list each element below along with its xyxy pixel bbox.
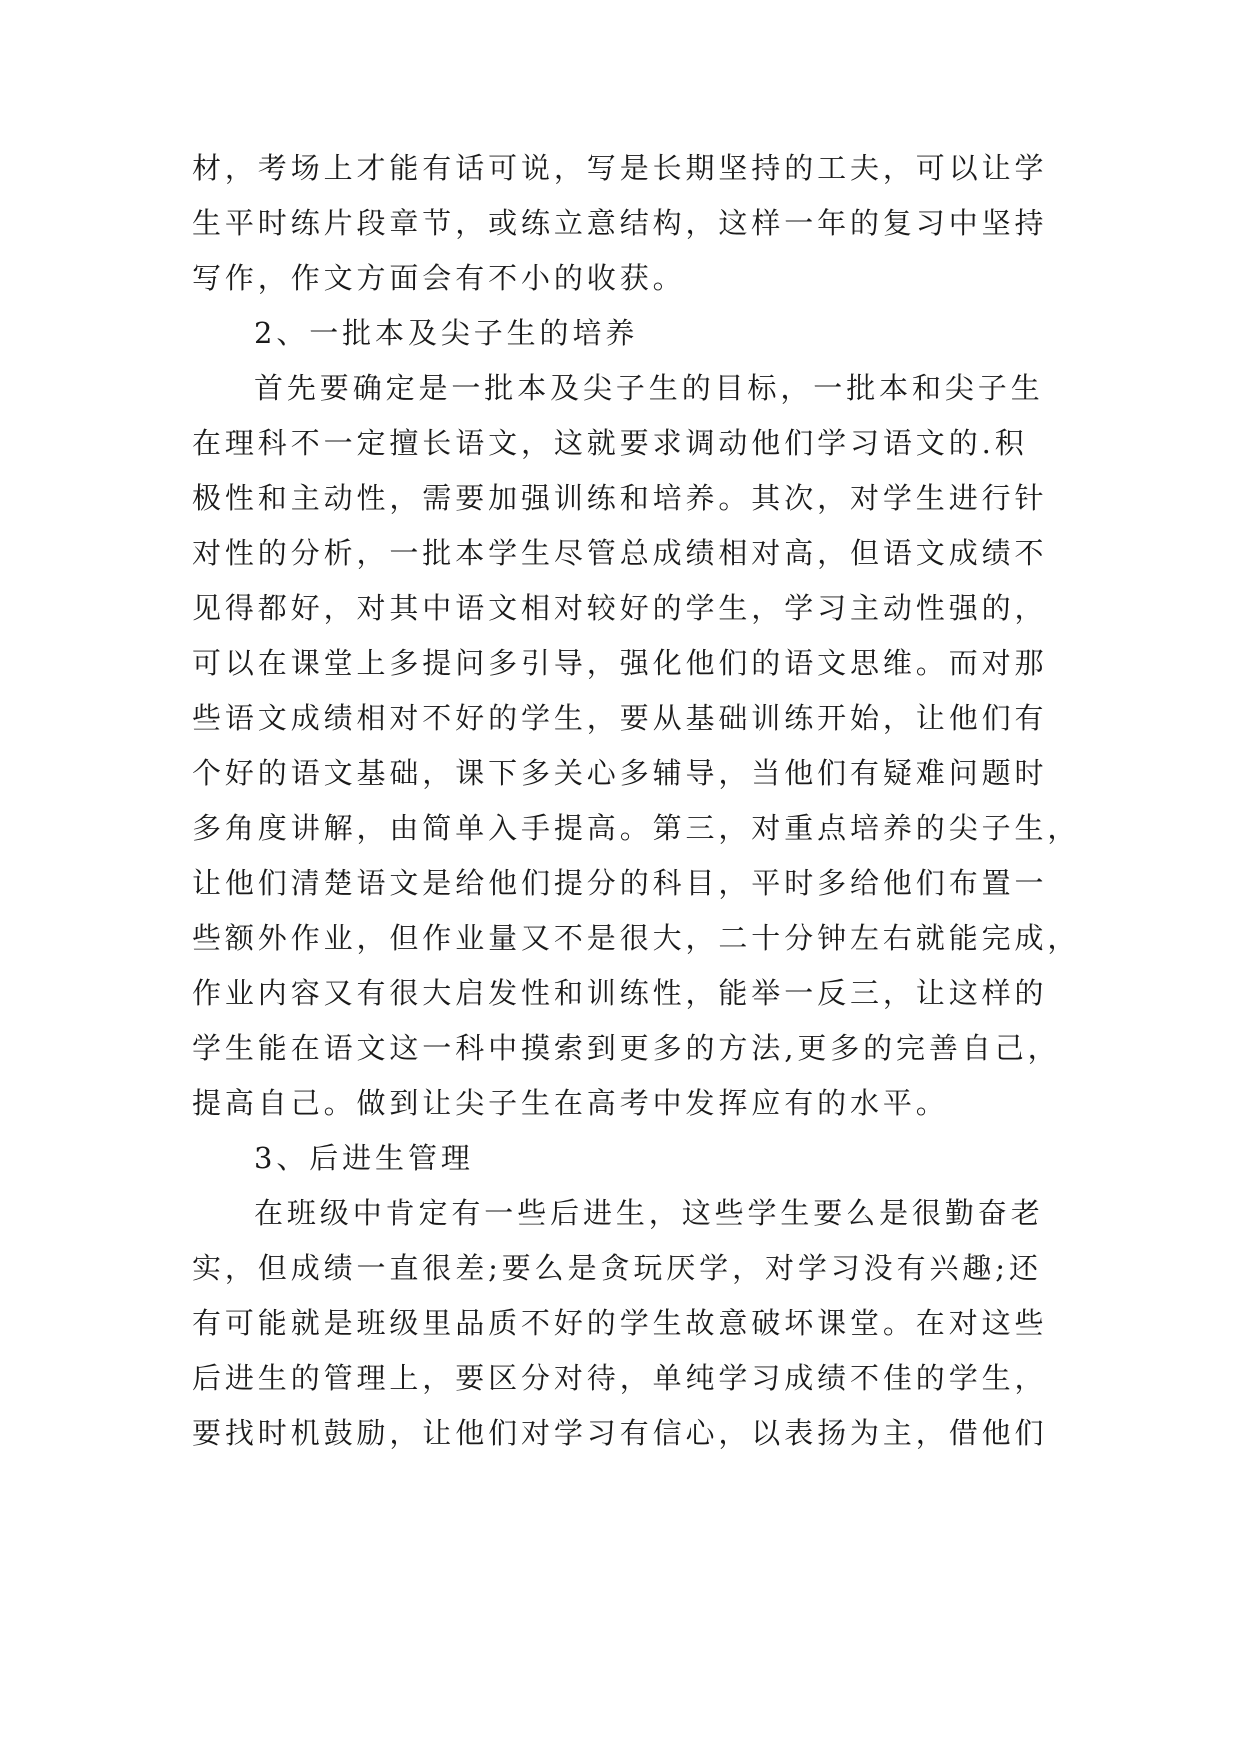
text-line: 在理科不一定擅长语文，这就要求调动他们学习语文的.积 xyxy=(192,426,1028,460)
section-heading: 2、一批本及尖子生的培养 xyxy=(254,316,639,350)
text-line: 后进生的管理上，要区分对待，单纯学习成绩不佳的学生， xyxy=(192,1361,1048,1395)
text-line: 见得都好，对其中语文相对较好的学生，学习主动性强的， xyxy=(192,591,1048,625)
paragraph-first-line: 在班级中肯定有一些后进生，这些学生要么是很勤奋老 xyxy=(254,1196,1044,1230)
text-line: 可以在课堂上多提问多引导，强化他们的语文思维。而对那 xyxy=(192,646,1048,680)
text-line: 实，但成绩一直很差;要么是贪玩厌学，对学习没有兴趣;还 xyxy=(192,1251,1042,1285)
text-line: 提高自己。做到让尖子生在高考中发挥应有的水平。 xyxy=(192,1086,949,1120)
text-line: 生平时练片段章节，或练立意结构，这样一年的复习中坚持 xyxy=(192,206,1048,240)
text-line: 作业内容又有很大启发性和训练性，能举一反三，让这样的 xyxy=(192,976,1048,1010)
paragraph-first-line: 首先要确定是一批本及尖子生的目标，一批本和尖子生 xyxy=(254,371,1044,405)
text-line: 让他们清楚语文是给他们提分的科目，平时多给他们布置一 xyxy=(192,866,1048,900)
text-line: 对性的分析，一批本学生尽管总成绩相对高，但语文成绩不 xyxy=(192,536,1048,570)
text-line: 多角度讲解，由简单入手提高。第三，对重点培养的尖子生， xyxy=(192,811,1081,845)
text-line: 些语文成绩相对不好的学生，要从基础训练开始，让他们有 xyxy=(192,701,1048,735)
text-line: 有可能就是班级里品质不好的学生故意破坏课堂。在对这些 xyxy=(192,1306,1048,1340)
text-line: 写作，作文方面会有不小的收获。 xyxy=(192,261,686,295)
section-heading: 3、后进生管理 xyxy=(254,1141,474,1175)
text-line: 材，考场上才能有话可说，写是长期坚持的工夫，可以让学 xyxy=(192,151,1048,185)
text-line: 学生能在语文这一科中摸索到更多的方法,更多的完善自己， xyxy=(192,1031,1061,1065)
text-line: 要找时机鼓励，让他们对学习有信心，以表扬为主，借他们 xyxy=(192,1416,1048,1450)
text-line: 些额外作业，但作业量又不是很大，二十分钟左右就能完成， xyxy=(192,921,1081,955)
text-line: 极性和主动性，需要加强训练和培养。其次，对学生进行针 xyxy=(192,481,1048,515)
text-line: 个好的语文基础，课下多关心多辅导，当他们有疑难问题时 xyxy=(192,756,1048,790)
